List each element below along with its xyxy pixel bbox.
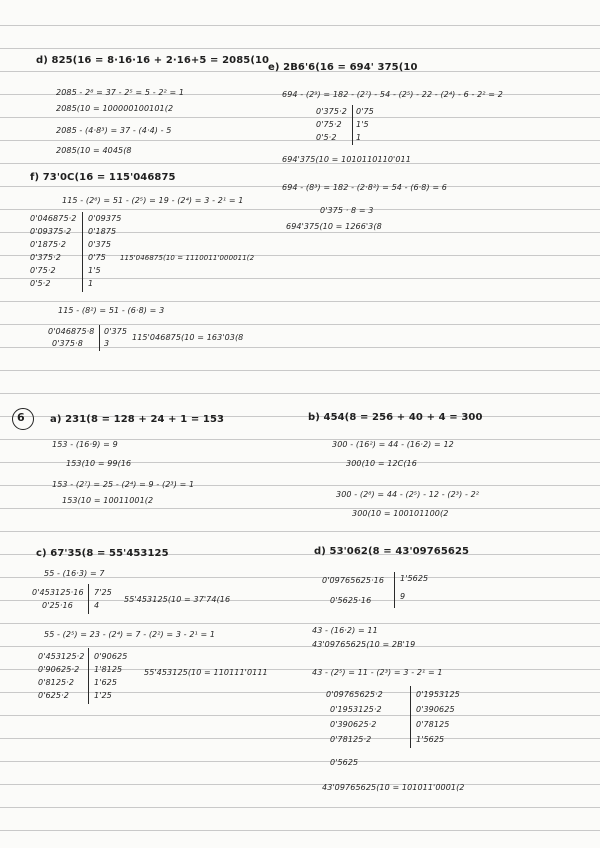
problem-6c-title: c) 67'35(8 = 55'453125: [36, 548, 169, 559]
problem-d-title: d) 825(16 = 8·16·16 + 2·16+5 = 2085(10: [36, 55, 270, 66]
problem-f-row: 0'75·2: [30, 266, 56, 275]
problem-f-row: 0'375·2: [30, 253, 61, 262]
problem-6b-step: 300 - (16²) = 44 - (16·2) = 12: [332, 440, 454, 449]
problem-6d-row: 0'78125·2: [330, 735, 372, 744]
problem-e-row: 0'375·2: [316, 107, 347, 116]
problem-d-step: 2085 - (4·8³) = 37 - (4·4) - 5: [56, 126, 172, 135]
problem-f-digit: 1: [88, 279, 94, 288]
problem-6c-row: 0'625·2: [38, 691, 69, 700]
problem-f-row: 0'09375·2: [30, 227, 72, 236]
problem-6c-digit: 7'25: [94, 588, 112, 597]
problem-d-step: 2085 - 2⁸ = 37 - 2⁵ = 5 - 2² = 1: [56, 88, 185, 97]
division-bar: [82, 212, 83, 292]
problem-e-digit: 1'5: [356, 120, 369, 129]
problem-6c-row: 0'90625·2: [38, 665, 80, 674]
problem-e-row: 0'5·2: [316, 133, 337, 142]
exercise-number: 6: [17, 411, 25, 424]
problem-f-row: 0'1875·2: [30, 240, 67, 249]
division-bar: [99, 325, 100, 351]
problem-6c-step: 55 - (16·3) = 7: [44, 569, 105, 578]
problem-e-digit: 1: [356, 133, 362, 142]
problem-f-title: f) 73'0C(16 = 115'046875: [30, 172, 176, 183]
problem-6d-digit: 1'5625: [400, 574, 429, 583]
problem-6d-row: 0'5625: [330, 758, 359, 767]
problem-f-result: 115'046875(10 = 163'03(8: [132, 333, 244, 342]
problem-6d-digit: 0'390625: [416, 705, 455, 714]
problem-e-row: 0'75·2: [316, 120, 342, 129]
problem-6c-digit: 1'625: [94, 678, 118, 687]
problem-e-step: 0'375 · 8 = 3: [320, 206, 374, 215]
problem-f-digit: 0'09375: [88, 214, 122, 223]
problem-6a-step: 153 - (2⁷) = 25 - (2⁴) = 9 - (2³) = 1: [52, 480, 195, 489]
problem-f-result: 115'046875(10 = 1110011'000011(2: [120, 254, 255, 262]
problem-6c-row: 0'453125·16: [32, 588, 84, 597]
problem-f-step: 115 - (2⁶) = 51 - (2⁵) = 19 - (2⁴) = 3 - 2¹ = 1: [62, 196, 244, 205]
division-bar: [88, 584, 89, 614]
problem-f-row: 0'046875·8: [48, 327, 95, 336]
problem-e-step: 694 - (8³) = 182 - (2·8²) = 54 - (6·8) = 6: [282, 183, 447, 192]
problem-6c-digit: 4: [94, 601, 100, 610]
division-bar: [352, 105, 353, 145]
problem-6d-step: 43 - (16·2) = 11: [312, 626, 378, 635]
problem-6d-digit: 0'1953125: [416, 690, 460, 699]
problem-6c-digit: 1'8125: [94, 665, 123, 674]
problem-6d-digit: 0'78125: [416, 720, 450, 729]
problem-e-step: 694 - (2⁹) = 182 - (2⁷) - 54 - (2⁵) - 22 - (2⁴) - 6 - 2² = 2: [282, 90, 503, 99]
problem-f-digit: 0'375: [88, 240, 112, 249]
problem-6a-step: 153(10 = 99(16: [66, 459, 132, 468]
problem-6c-row: 0'453125·2: [38, 652, 85, 661]
problem-f-digit: 0'375: [104, 327, 128, 336]
problem-f-row: 0'375·8: [52, 339, 83, 348]
division-bar: [394, 572, 395, 608]
problem-6d-digit: 9: [400, 592, 406, 601]
problem-6d-digit: 1'5625: [416, 735, 445, 744]
problem-6d-row: 0'1953125·2: [330, 705, 382, 714]
problem-d-step: 2085(10 = 100000100101(2: [56, 104, 174, 113]
problem-6a-step: 153 - (16·9) = 9: [52, 440, 118, 449]
problem-d-result: 2085(10 = 4045(8: [56, 146, 132, 155]
problem-f-row: 0'5·2: [30, 279, 51, 288]
problem-6d-title: d) 53'062(8 = 43'09765625: [314, 546, 470, 557]
problem-6b-step: 300(10 = 12C(16: [346, 459, 417, 468]
problem-6d-row: 0'5625·16: [330, 596, 372, 605]
problem-e-result: 694'375(10 = 1266'3(8: [286, 222, 382, 231]
problem-6a-title: a) 231(8 = 128 + 24 + 1 = 153: [50, 414, 225, 425]
problem-6c-digit: 0'90625: [94, 652, 128, 661]
problem-6c-digit: 1'25: [94, 691, 112, 700]
problem-6d-row: 0'09765625·2: [326, 690, 383, 699]
problem-6b-step: 300 - (2⁸) = 44 - (2⁵) - 12 - (2³) - 2²: [336, 490, 480, 499]
problem-6d-step: 43 - (2⁵) = 11 - (2³) = 3 - 2¹ = 1: [312, 668, 443, 677]
problem-6d-result: 43'09765625(10 = 101011'0001(2: [322, 783, 465, 792]
problem-6b-title: b) 454(8 = 256 + 40 + 4 = 300: [308, 412, 483, 423]
problem-6d-step: 43'09765625(10 = 2B'19: [312, 640, 416, 649]
problem-f-digit: 1'5: [88, 266, 101, 275]
problem-6c-result: 55'453125(10 = 37'74(16: [124, 595, 231, 604]
problem-6d-row: 0'390625·2: [330, 720, 377, 729]
problem-6a-result: 153(10 = 10011001(2: [62, 496, 154, 505]
problem-e-result: 694'375(10 = 1010110110'011: [282, 155, 411, 164]
problem-f-digit: 0'75: [88, 253, 106, 262]
division-bar: [88, 648, 89, 704]
problem-f-digit: 0'1875: [88, 227, 117, 236]
problem-6c-row: 0'8125·2: [38, 678, 75, 687]
problem-f-step: 115 - (8²) = 51 - (6·8) = 3: [58, 306, 165, 315]
problem-6c-result: 55'453125(10 = 110111'0111: [144, 668, 268, 677]
problem-6d-row: 0'09765625·16: [322, 576, 385, 585]
problem-f-row: 0'046875·2: [30, 214, 77, 223]
division-bar: [410, 686, 411, 748]
problem-f-digit: 3: [104, 339, 110, 348]
problem-e-digit: 0'75: [356, 107, 374, 116]
problem-6c-step: 55 - (2⁵) = 23 - (2⁴) = 7 - (2²) = 3 - 2¹ = 1: [44, 630, 216, 639]
problem-e-title: e) 2B6'6(16 = 694' 375(10: [268, 62, 418, 73]
problem-6c-row: 0'25·16: [42, 601, 73, 610]
problem-6b-result: 300(10 = 100101100(2: [352, 509, 449, 518]
